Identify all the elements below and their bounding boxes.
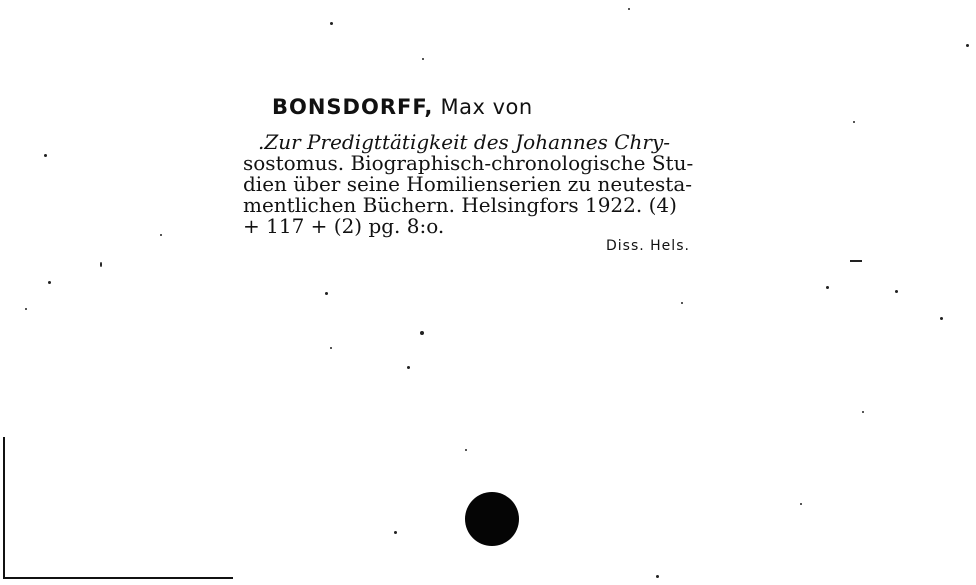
speck (394, 531, 397, 534)
speck (681, 302, 683, 304)
card-left-edge (3, 437, 5, 579)
title-line-4: mentlichen Büchern. Helsingfors 1922. (4) (243, 193, 677, 217)
speck (800, 503, 802, 505)
dissertation-note: Diss. Hels. (606, 238, 690, 254)
speck (48, 281, 51, 284)
author-given-name: Max von (433, 95, 533, 119)
speck (826, 286, 829, 289)
speck (420, 331, 424, 335)
speck (853, 121, 855, 123)
author-surname: BONSDORFF, (272, 95, 434, 119)
speck (465, 449, 467, 451)
speck (895, 290, 898, 293)
punch-hole (465, 492, 519, 546)
speck (407, 366, 410, 369)
speck (160, 234, 162, 236)
collation-line: + 117 + (2) pg. 8:o. (243, 214, 445, 238)
title-line-2: sostomus. Biographisch-chronologische Stu- (243, 151, 694, 175)
card-bottom-edge (3, 577, 233, 579)
speck (325, 292, 328, 295)
author-heading (272, 95, 533, 119)
speck (966, 44, 969, 47)
speck (100, 262, 102, 267)
speck (940, 317, 943, 320)
speck (862, 411, 864, 413)
speck (330, 22, 333, 25)
speck (25, 308, 27, 310)
speck (628, 8, 630, 10)
speck (422, 58, 424, 60)
speck (850, 260, 862, 262)
title-line-3: dien über seine Homilienserien zu neutesta- (243, 172, 692, 196)
speck (44, 154, 47, 157)
title-line-1: .Zur Predigttätigkeit des Johannes Chry- (258, 130, 671, 154)
speck (656, 575, 659, 578)
speck (330, 347, 332, 349)
